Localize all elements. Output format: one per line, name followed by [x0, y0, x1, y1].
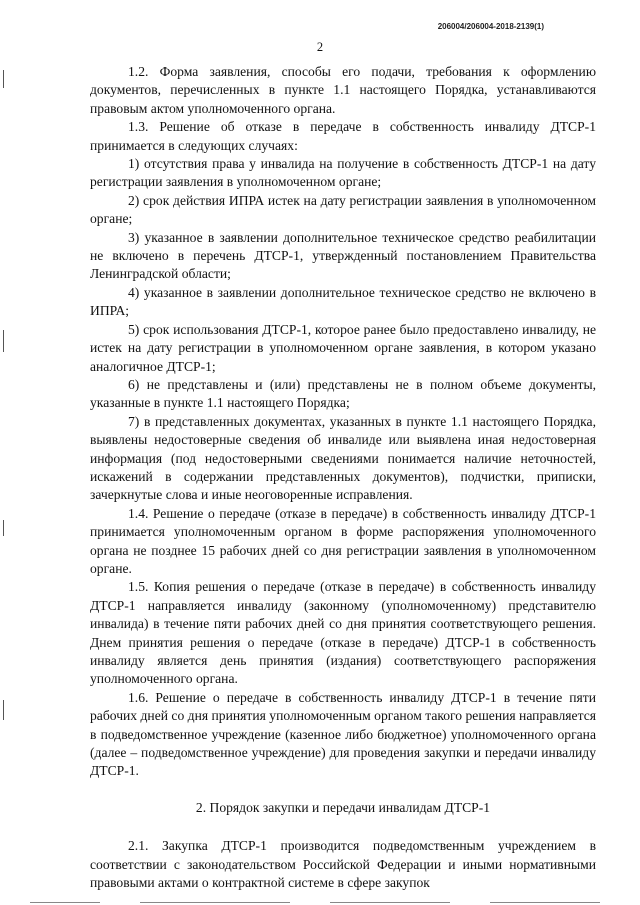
paragraph-2-1: 2.1. Закупка ДТСР-1 производится подведомственным учреждением в соответствии с законодательством Российской Федерации и иными нормативными правовыми актами о контрактной системе в сфере закупок: [90, 838, 596, 891]
scan-bottom-rule: [30, 902, 100, 903]
scan-bottom-rule: [490, 902, 600, 903]
page-number: 2: [316, 40, 324, 54]
scan-edge-mark: [3, 70, 4, 88]
list-item-5: 5) срок использования ДТСР-1, которое ранее было предоставлено инвалиду, не истек на дату регистрации в уполномоченном органе заявления, в котором указано аналогичное ДТСР-1;: [90, 321, 596, 374]
paragraph-1-6: 1.6. Решение о передаче в собственность инвалиду ДТСР-1 в течение пяти рабочих дней со дня принятия уполномоченным органом такого решения направляется в подведомственное учреждение (казенное либо бюджетное) уполномоченного органа (далее – подведомственное учреждение) для проведения закупки и передачи инвалиду ДТСР-1.: [90, 689, 596, 779]
list-item-6: 6) не представлены и (или) представлены не в полном объеме документы, указанные в пункте 1.1 настоящего Порядка;: [90, 376, 596, 411]
list-item-3: 3) указанное в заявлении дополнительное техническое средство реабилитации не включено в перечень ДТСР-1, утвержденный постановлением Правительства Ленинградской области;: [90, 229, 596, 282]
scan-edge-mark: [3, 520, 4, 536]
list-item-7: 7) в представленных документах, указанных в пункте 1.1 настоящего Порядка, выявлены недостоверные сведения об инвалиде или выявлена иная недостоверная информация (под недостоверными сведениями понимается наличие неточностей, искажений в содержании представленных документов), подчистки, приписки, зачеркнутые слова и иные неоговоренные исправления.: [90, 413, 596, 503]
list-item-1: 1) отсутствия права у инвалида на получение в собственность ДТСР-1 на дату регистрации заявления в уполномоченном органе;: [90, 156, 596, 190]
document-id: 206004/206004-2018-2139(1): [437, 22, 544, 31]
section-2-heading: 2. Порядок закупки и передачи инвалидам ДТСР-1: [195, 799, 491, 815]
paragraph-1-2: 1.2. Форма заявления, способы его подачи, требования к оформлению документов, перечисленных в пункте 1.1 настоящего Порядка, устанавливаются правовым актом уполномоченного органа.: [90, 64, 596, 116]
paragraph-1-4: 1.4. Решение о передаче (отказе в передаче) в собственность инвалиду ДТСР-1 принимается уполномоченным органом в форме распоряжения уполномоченного органа не позднее 15 рабочих дней со дня регистрации заявления в уполномоченном органе.: [90, 505, 596, 576]
list-item-4: 4) указанное в заявлении дополнительное техническое средство не включено в ИПРА;: [90, 284, 596, 319]
document-body: [90, 63, 596, 892]
scan-bottom-rule: [140, 902, 290, 903]
paragraph-1-3: 1.3. Решение об отказе в передаче в собственность инвалиду ДТСР-1 принимается в следующих случаях:: [90, 119, 596, 153]
paragraph-1-5: 1.5. Копия решения о передаче (отказе в передаче) в собственность инвалиду ДТСР-1 направляется инвалиду (законному (уполномоченному) представителю инвалида) в течение пяти рабочих дней со дня принятия соответствующего решения. Днем принятия решения о передаче (отказе в передаче) ДТСР-1 в собственность инвалиду является день принятия (издания) соответствующего распоряжения уполномоченного органа.: [90, 579, 596, 687]
scan-edge-mark: [3, 700, 4, 720]
list-item-2: 2) срок действия ИПРА истек на дату регистрации заявления в уполномоченном органе;: [90, 192, 596, 227]
scan-edge-mark: [3, 330, 4, 352]
scan-bottom-rule: [330, 902, 450, 903]
